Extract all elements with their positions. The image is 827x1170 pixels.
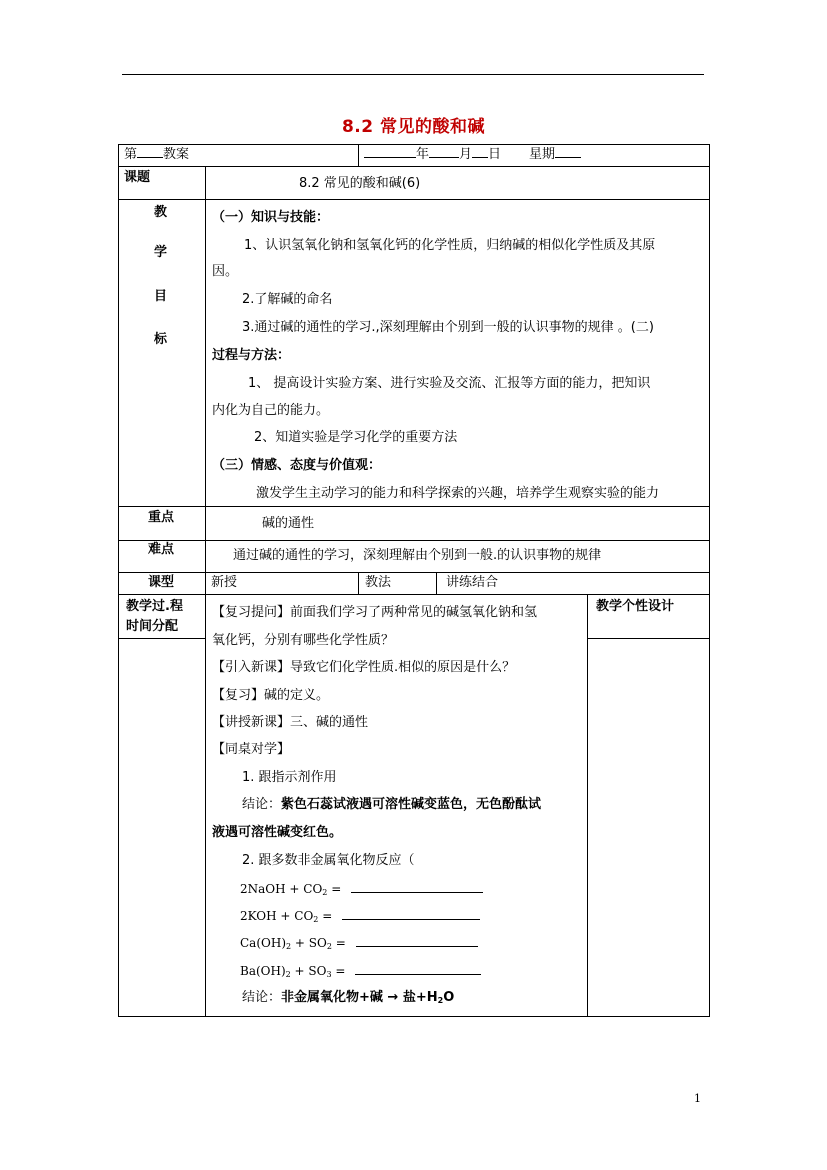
equation-reactants: + SO bbox=[290, 964, 327, 978]
process-label: 教学过.程 bbox=[126, 599, 183, 614]
date-month-label: 月 bbox=[459, 147, 473, 162]
answer-blank[interactable] bbox=[356, 946, 478, 947]
table-row-line bbox=[118, 638, 205, 639]
process-label: 时间分配 bbox=[126, 619, 179, 634]
conclusion-text-end: O bbox=[443, 990, 455, 1005]
difficulty-value: 通过碱的通性的学习，深刻理解由个别到一般.的认识事物的规律 bbox=[233, 548, 602, 563]
conclusion-1 bbox=[242, 797, 541, 813]
objectives-label-char: 教 bbox=[154, 205, 168, 220]
weekday-label: 星期 bbox=[529, 147, 556, 162]
table-col-line bbox=[358, 144, 359, 166]
equation-reactants: 2NaOH + CO bbox=[240, 882, 323, 896]
table-row-line bbox=[118, 166, 710, 167]
process-text: 【复习提问】前面我们学习了两种常见的碱氢氧化钠和氢 bbox=[212, 605, 538, 620]
objective-text: 2.了解碱的命名 bbox=[242, 292, 333, 307]
conclusion-prefix: 结论： bbox=[242, 990, 282, 1005]
table-border-bottom bbox=[118, 1016, 710, 1017]
table-col-line bbox=[205, 166, 206, 1016]
key-point-label: 重点 bbox=[148, 510, 175, 525]
equation-reactants: + SO bbox=[291, 936, 327, 950]
conclusion-text: 紫色石蕊试液遇可溶性碱变蓝色，无色酚酞试 bbox=[281, 797, 542, 812]
subscript: 2 bbox=[326, 942, 332, 951]
table-row-line bbox=[587, 638, 710, 639]
date-year-label: 年 bbox=[416, 147, 430, 162]
lesson-type-label: 课型 bbox=[148, 575, 175, 590]
table-border-right bbox=[709, 144, 710, 1017]
conclusion-2 bbox=[242, 990, 454, 1009]
subscript: 2 bbox=[322, 888, 328, 897]
equals-sign: = bbox=[327, 882, 342, 896]
subscript: 3 bbox=[326, 970, 332, 979]
table-row-line bbox=[118, 594, 710, 595]
lesson-number-suffix: 教案 bbox=[163, 147, 190, 162]
objectives-heading-1: （一）知识与技能： bbox=[212, 210, 330, 225]
subscript: 2 bbox=[437, 996, 444, 1005]
conclusion-prefix: 结论： bbox=[242, 797, 282, 812]
equals-sign: = bbox=[331, 964, 346, 978]
table-row-line bbox=[118, 199, 710, 200]
process-text: 【引入新课】导致它们化学性质.相似的原因是什么？ bbox=[212, 660, 516, 675]
equation-reactants: 2KOH + CO bbox=[240, 909, 314, 923]
conclusion-text: 液遇可溶性碱变红色。 bbox=[212, 825, 343, 840]
lesson-date bbox=[364, 147, 581, 163]
lesson-type-value: 新授 bbox=[211, 575, 238, 590]
topic-label: 课题 bbox=[124, 170, 151, 185]
table-col-line bbox=[587, 594, 588, 1016]
difficulty-label: 难点 bbox=[148, 542, 175, 557]
objective-text: 内化为自己的能力。 bbox=[212, 403, 330, 418]
equation-naoh-co2 bbox=[240, 881, 483, 901]
objective-text: 3.通过碱的通性的学习.,深刻理解由个别到一般的认识事物的规律 。(二) bbox=[242, 320, 654, 335]
table-border-top bbox=[118, 144, 710, 145]
design-label: 教学个性设计 bbox=[596, 599, 675, 614]
subscript: 2 bbox=[285, 970, 291, 979]
lesson-number bbox=[124, 147, 189, 163]
equation-reactants: Ca(OH) bbox=[240, 936, 287, 950]
objectives-label-char: 学 bbox=[154, 245, 168, 260]
process-text: 1. 跟指示剂作用 bbox=[242, 770, 337, 785]
table-border-left bbox=[118, 144, 119, 1017]
teaching-method-label: 教法 bbox=[365, 575, 392, 590]
lesson-number-prefix: 第 bbox=[124, 147, 138, 162]
equals-sign: = bbox=[331, 936, 346, 950]
process-text: 2. 跟多数非金属氧化物反应（ bbox=[242, 853, 415, 868]
subscript: 2 bbox=[286, 942, 292, 951]
objective-text: 1、认识氢氧化钠和氢氧化钙的化学性质，归纳碱的相似化学性质及其原 bbox=[244, 238, 656, 253]
process-text: 氧化钙，分别有哪些化学性质？ bbox=[212, 633, 395, 648]
process-text: 【讲授新课】三、碱的通性 bbox=[212, 715, 369, 730]
process-text: 【同桌对学】 bbox=[212, 742, 291, 757]
subscript: 2 bbox=[313, 915, 319, 924]
topic-value: 8.2 常见的酸和碱(6) bbox=[299, 176, 421, 191]
table-col-line bbox=[358, 572, 359, 594]
equation-baoh2-so3 bbox=[240, 963, 481, 983]
equation-koh-co2 bbox=[240, 908, 480, 928]
answer-blank[interactable] bbox=[342, 919, 480, 920]
equation-reactants: Ba(OH) bbox=[240, 964, 286, 978]
table-row-line bbox=[118, 572, 710, 573]
conclusion-text: 非金属氧化物+碱 → 盐+H bbox=[281, 990, 438, 1005]
header-rule bbox=[122, 74, 704, 75]
process-text: 【复习】碱的定义。 bbox=[212, 688, 330, 703]
key-point-value: 碱的通性 bbox=[262, 516, 315, 531]
objective-text: 2、知道实验是学习化学的重要方法 bbox=[254, 430, 458, 445]
objectives-heading-3: （三）情感、态度与价值观： bbox=[212, 458, 382, 473]
page-number: 1 bbox=[694, 1092, 701, 1105]
objectives-label-char: 目 bbox=[154, 289, 168, 304]
objective-text: 激发学生主动学习的能力和科学探索的兴趣，培养学生观察实验的能力 bbox=[256, 486, 660, 501]
answer-blank[interactable] bbox=[355, 974, 481, 975]
equation-caoh2-so2 bbox=[240, 935, 478, 955]
objectives-label-char: 标 bbox=[154, 332, 168, 347]
table-col-line bbox=[436, 572, 437, 594]
objective-text: 1、 提高设计实验方案、进行实验及交流、汇报等方面的能力，把知识 bbox=[248, 376, 651, 391]
table-row-line bbox=[118, 540, 710, 541]
page-title: 8.2 常见的酸和碱 bbox=[341, 117, 486, 137]
table-row-line bbox=[118, 506, 710, 507]
answer-blank[interactable] bbox=[351, 892, 483, 893]
date-day-label: 日 bbox=[488, 147, 502, 162]
objectives-heading-2: 过程与方法： bbox=[212, 348, 291, 363]
equals-sign: = bbox=[318, 909, 333, 923]
teaching-method-value: 讲练结合 bbox=[446, 575, 499, 590]
objective-text: 因。 bbox=[212, 264, 239, 279]
